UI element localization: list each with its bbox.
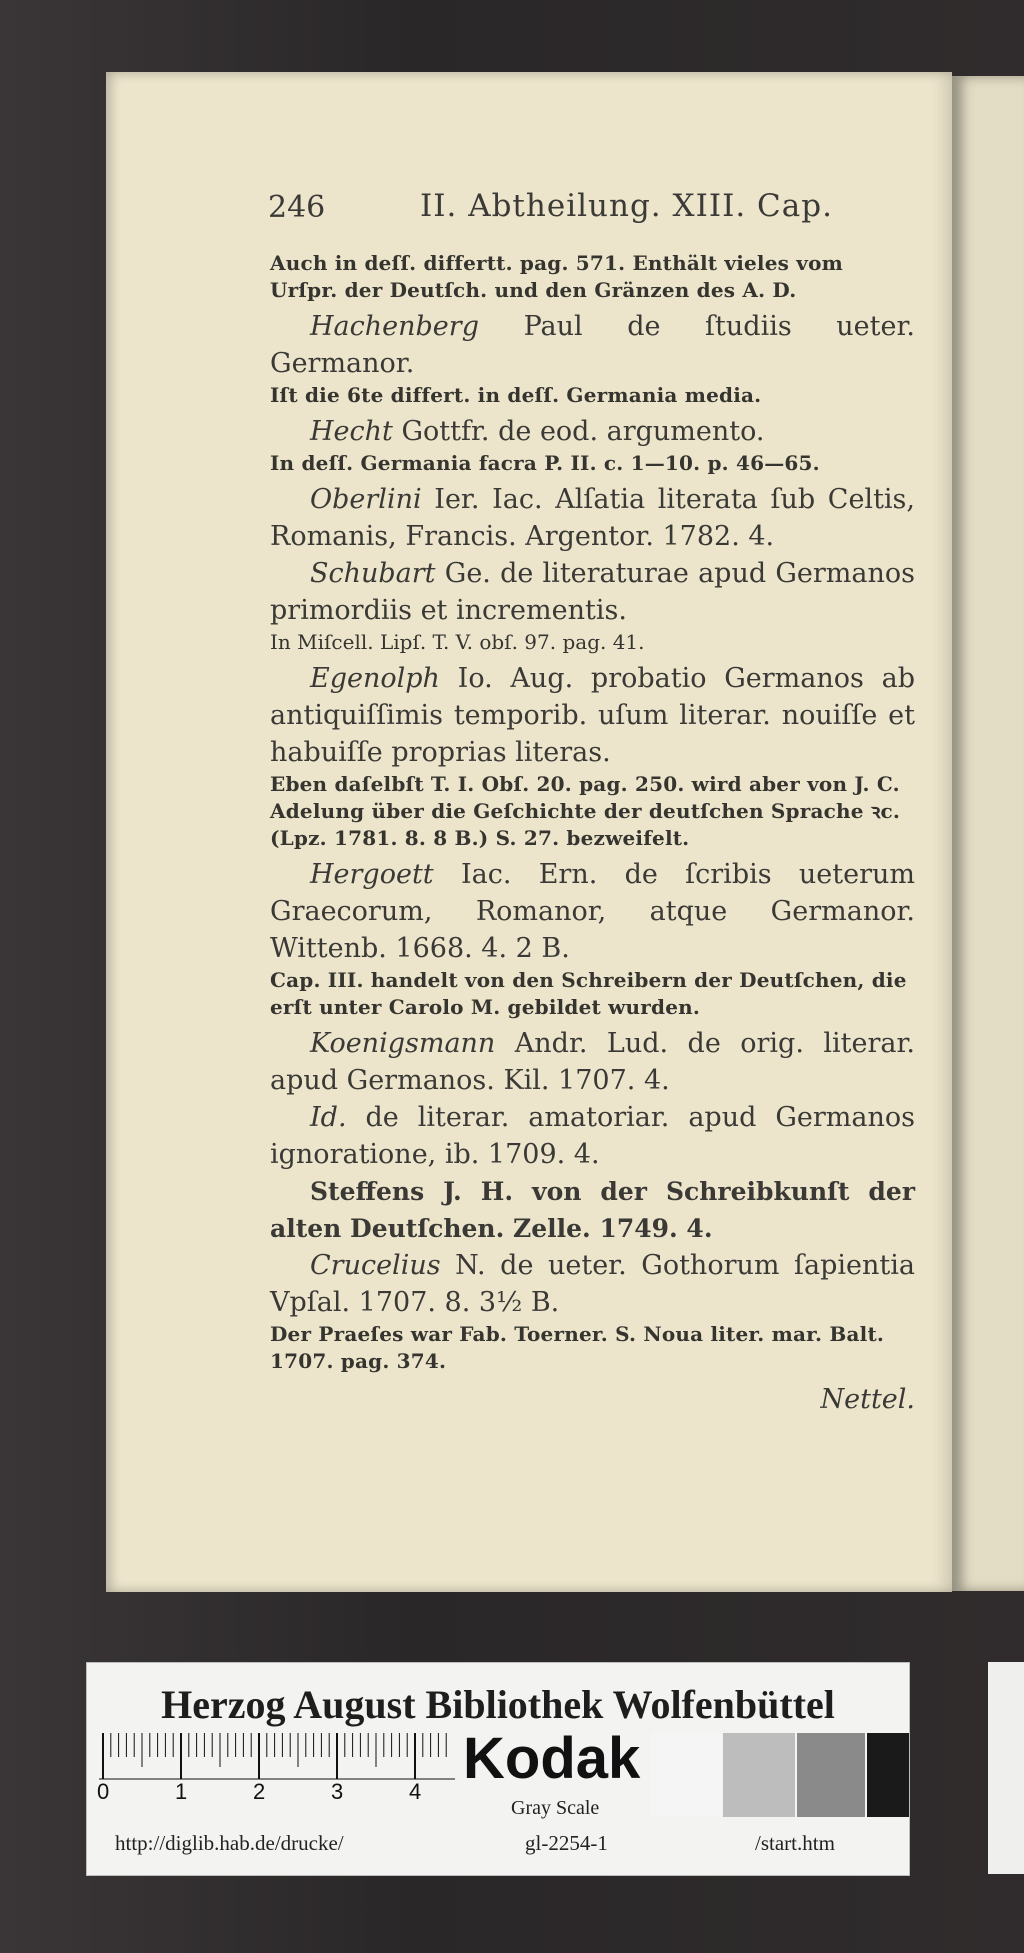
catchword: Nettel. xyxy=(820,1384,915,1415)
page-content xyxy=(270,250,915,1418)
entry-author: Koenigsmann xyxy=(310,1028,496,1059)
kodak-logo: Kodak xyxy=(463,1726,641,1791)
source-url: http://diglib.hab.de/drucke/ xyxy=(115,1831,344,1855)
entry-note: Der Praeſes war Fab. Toerner. S. Noua liter. mar. Balt. 1707. pag. 374. xyxy=(270,1322,885,1373)
start-path: /start.htm xyxy=(755,1831,835,1855)
entry-author: Hergoett xyxy=(310,859,434,890)
entry-author: Schubart xyxy=(310,558,436,589)
entry-note: Auch in deſſ. differtt. pag. 571. Enthält vieles vom Urſpr. der Deutſch. und den Gränzen des A. D. xyxy=(270,251,843,302)
bibliography-entry xyxy=(270,856,915,967)
gray-swatch-light xyxy=(723,1733,795,1817)
gray-swatch-dark xyxy=(867,1733,909,1817)
bibliography-entry xyxy=(270,555,915,629)
shelfmark-code: gl-2254-1 xyxy=(525,1831,608,1855)
ruler-numbers xyxy=(99,1779,455,1803)
bibliography-entry xyxy=(270,1173,915,1247)
entry-text: Ier. Iac. Alſatia literata ſub Celtis, Romanis, Francis. Argentor. 1782. 4. xyxy=(270,484,915,552)
entry-text: de literar. amatoriar. apud Germanos ignoratione, ib. 1709. 4. xyxy=(270,1102,915,1170)
entry-text: Ge. de literaturae apud Germanos primordiis et incrementis. xyxy=(270,558,915,626)
library-name: Herzog August Bibliothek Wolfenbüttel xyxy=(161,1682,835,1727)
entry-author: Egenolph xyxy=(310,663,440,694)
entry-author: Oberlini xyxy=(310,484,422,515)
page-number: 246 xyxy=(268,190,326,225)
ruler-scale xyxy=(97,1731,455,1804)
entry-text: Iac. Ern. de ſcribis ueterum Graecorum, Romanor, atque Germanor. Wittenb. 1668. 4. 2 B. xyxy=(270,859,915,964)
entry-author: Id. xyxy=(310,1102,347,1133)
entry-author: Hecht xyxy=(310,416,393,447)
ruler-number: 0 xyxy=(97,1779,110,1804)
bibliography-entry xyxy=(270,1025,915,1099)
entry-note: Eben daſelbſt T. I. Obſ. 20. pag. 250. wird aber von J. C. Adelung über die Geſchichte der deutſchen Sprache ꝛc. (Lpz. 1781. 8. 8 B.) S. 27. bezweifelt. xyxy=(270,772,901,850)
ruler-number: 4 xyxy=(409,1779,422,1804)
entry-author: Hachenberg xyxy=(310,311,479,342)
entry-note: Cap. III. handelt von den Schreibern der Deutſchen, die erſt unter Carolo M. gebildet wurden. xyxy=(270,968,907,1019)
entry-author: Crucelius xyxy=(310,1250,441,1281)
ruler-number: 1 xyxy=(175,1779,188,1804)
entry-text: N. de ueter. Gothorum ſapientia Vpſal. 1707. 8. 3½ B. xyxy=(270,1250,915,1318)
bibliography-entry xyxy=(270,308,915,382)
running-title: II. Abtheilung. XIII. Cap. xyxy=(420,188,833,224)
ruler-ticks xyxy=(99,1731,455,1781)
gray-swatch-white xyxy=(651,1733,721,1817)
gray-scale-label: Gray Scale xyxy=(511,1797,600,1819)
bibliography-entry xyxy=(270,1247,915,1321)
entry-text: Io. Aug. probatio Germanos ab antiquiſſimis temporib. uſum literar. nouiſſe et habuiſſe proprias literas. xyxy=(270,663,915,768)
gray-swatch-mid xyxy=(797,1733,865,1817)
adjacent-card-edge xyxy=(988,1662,1024,1874)
bibliography-entry xyxy=(270,413,915,450)
entry-note: In Miſcell. Lipſ. T. V. obſ. 97. pag. 41. xyxy=(270,630,645,654)
entry-text: Steffens J. H. von der Schreibkunſt der alten Deutſchen. Zelle. 1749. 4. xyxy=(270,1177,915,1243)
ruler-number: 2 xyxy=(253,1779,266,1804)
entry-text: Andr. Lud. de orig. literar. apud Germanos. Kil. 1707. 4. xyxy=(270,1028,915,1096)
bibliography-entry xyxy=(270,660,915,771)
bibliography-entry xyxy=(270,481,915,555)
entry-note: In deſſ. Germania facra P. II. c. 1—10. p. 46—65. xyxy=(270,451,820,475)
entry-note: Iſt die 6te differt. in deſſ. Germania media. xyxy=(270,383,762,407)
next-page-edge xyxy=(952,76,1024,1591)
bibliography-entry xyxy=(270,1099,915,1173)
entry-text: Paul de ſtudiis ueter. Germanor. xyxy=(270,311,915,379)
ruler-number: 3 xyxy=(331,1779,344,1804)
scan-reference-card xyxy=(86,1662,910,1876)
entry-text: Gottfr. de eod. argumento. xyxy=(392,416,765,447)
page-header xyxy=(160,110,900,240)
